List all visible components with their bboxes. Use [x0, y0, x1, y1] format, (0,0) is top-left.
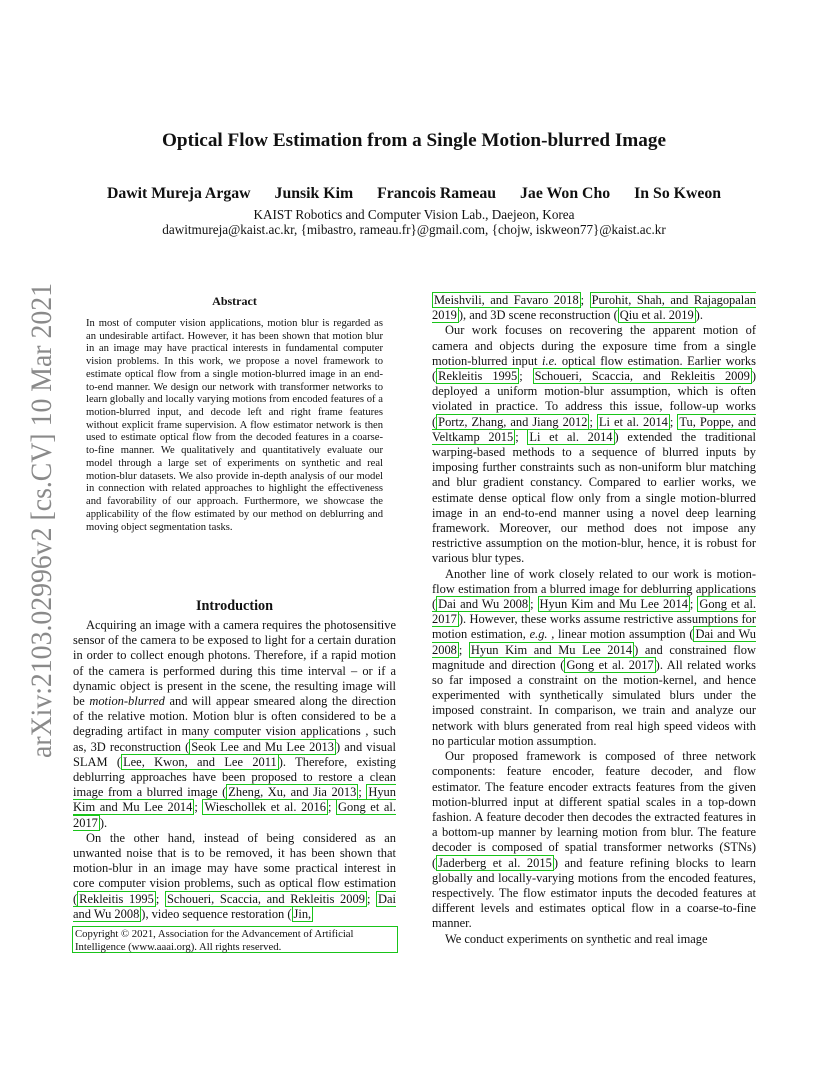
citation-link[interactable]: Li et al. 2014 [598, 414, 668, 429]
citation-link[interactable]: Qiu et al. 2019 [619, 308, 694, 323]
citation-link[interactable]: Rekleitis 1995 [438, 369, 518, 384]
citation-link[interactable]: Portz, Zhang, and Jiang 2012 [438, 414, 588, 429]
citation-link[interactable]: Gong et al. 2017 [73, 800, 396, 830]
author-name: Francois Rameau [377, 185, 497, 202]
paragraph: On the other hand, instead of being considered as an unwanted noise that is to be removed, it has been shown that motion-blur in an image may have some practical interest in core computer vision problems, such as optical flow estimation ( Rekleitis 1995 ; Schoueri, Scaccia, and Rekleitis 2009 ; Dai and Wu 2008 ), video sequence restoration ( Jin, [73, 830, 396, 921]
citation-link[interactable]: Schoueri, Scaccia, and Rekleitis 2009 [166, 891, 365, 906]
citation-link[interactable]: Li et al. 2014 [529, 429, 613, 444]
paragraph: Acquiring an image with a camera requires the photosensitive sensor of the camera to be exposed to light for a certain duration in order to collect enough photons. Therefore, if a rapid motion of the camera is performed during this time interval – or if a dynamic object is present in the scene, the resulting image will be motion-blurred and will appear smeared along the direction of the relative motion. Motion blur is often considered to be a degrading artifact in many computer vision applications , such as, 3D reconstruction ( Seok Lee and Mu Lee 2013 ) and visual SLAM ( Lee, Kwon, and Lee 2011 ). Therefore, existing deblurring approaches have been proposed to restore a clean image from a blurred image ( Zheng, Xu, and Jia 2013 ; Hyun Kim and Mu Lee 2014 ; Wieschollek et al. 2016 ; Gong et al. 2017 ). [73, 618, 396, 830]
citation-link[interactable]: Jin, [293, 906, 312, 921]
copyright-notice[interactable]: Copyright © 2021, Association for the Advancement of Artificial Intelligence (www.aaai.org). All rights reserved. [72, 926, 398, 953]
citation-link[interactable]: Hyun Kim and Mu Lee 2014 [73, 785, 396, 815]
author-name: Jae Won Cho [520, 185, 611, 202]
author-list [0, 185, 828, 203]
paragraph: Our proposed framework is composed of three network components: feature encoder, feature decoder, and flow estimator. The feature encoder extracts features from the given motion-blurred input at different spatial scales in a top-down fashion. A feature decoder then decodes the extracted features in a bottom-up manner by learning motion from blur. The feature decoder is composed of spatial transformer networks (STNs) ( Jaderberg et al. 2015 ) and feature refining blocks to learn globally and locally-varying motions from the encoded features, respectively. The flow estimator inputs the decoded features at different levels and estimates optical flow in a coarse-to-fine manner. [432, 749, 756, 931]
citation-link[interactable]: Purohit, Shah, and Rajagopalan 2019 [432, 293, 756, 323]
citation-link[interactable]: Zheng, Xu, and Jia 2013 [228, 785, 357, 800]
citation-link[interactable]: Hyun Kim and Mu Lee 2014 [539, 597, 688, 612]
citation-link[interactable]: Dai and Wu 2008 [432, 627, 757, 657]
citation-link[interactable]: Gong et al. 2017 [566, 657, 654, 672]
author-name: In So Kweon [634, 185, 722, 202]
left-column-body [73, 618, 396, 922]
citation-link[interactable]: Lee, Kwon, and Lee 2011 [123, 754, 277, 769]
citation-link[interactable]: Wieschollek et al. 2016 [204, 800, 326, 815]
citation-link[interactable]: Schoueri, Scaccia, and Rekleitis 2009 [534, 369, 750, 384]
citation-link[interactable]: Gong et al. 2017 [432, 597, 757, 627]
author-name: Junsik Kim [274, 185, 354, 202]
paper-title: Optical Flow Estimation from a Single Motion-blurred Image [161, 130, 666, 151]
citation-link[interactable]: Dai and Wu 2008 [438, 597, 529, 612]
arxiv-id: arXiv:2103.02996v2 [cs.CV] 10 Mar 2021 [25, 283, 58, 758]
right-column-body [432, 293, 756, 947]
citation-link[interactable]: Seok Lee and Mu Lee 2013 [191, 739, 334, 754]
citation-link[interactable]: Tu, Poppe, and Veltkamp 2015 [432, 414, 756, 444]
arxiv-stamp [18, 283, 58, 758]
abstract-heading: Abstract [212, 294, 257, 308]
citation-link[interactable]: Rekleitis 1995 [79, 891, 154, 906]
paragraph: Our work focuses on recovering the apparent motion of camera and objects during the exposure time from a single motion-blurred input i.e. optical flow estimation. Earlier works ( Rekleitis 1995 ; Schoueri, Scaccia, and Rekleitis 2009 ) deployed a uniform motion-blur assumption, which is often violated in practice. To address this issue, follow-up works ( Portz, Zhang, and Jiang 2012 ; Li et al. 2014 ; Tu, Poppe, and Veltkamp 2015 ; Li et al. 2014 ) extended the traditional warping-based methods to a sequence of blurred inputs by imposing further constraints such as non-uniform blur matching and blur gradient constancy. Compared to earlier works, we estimate dense optical flow only from a single motion-blurred image in an end-to-end manner using a novel deep learning framework. Moreover, our method does not impose any restrictive assumption on the motion-blur, hence, it is robust for various blur types. [432, 323, 756, 566]
citation-link[interactable]: Hyun Kim and Mu Lee 2014 [470, 642, 633, 657]
author-name: Dawit Mureja Argaw [106, 185, 251, 202]
citation-link[interactable]: Meishvili, and Favaro 2018 [434, 293, 579, 307]
author-emails: dawitmureja@kaist.ac.kr, {mibastro, rameau.fr}@gmail.com, {chojw, iskweon77}@kaist.ac.kr [162, 222, 666, 237]
paragraph: We conduct experiments on synthetic and real image [445, 931, 708, 946]
affiliation: KAIST Robotics and Computer Vision Lab., Daejeon, Korea [253, 207, 575, 222]
introduction-heading: Introduction [196, 598, 273, 614]
citation-link[interactable]: Dai and Wu 2008 [73, 891, 396, 921]
citation-link[interactable]: Jaderberg et al. 2015 [438, 855, 552, 870]
paragraph: Meishvili, and Favaro 2018 ; Purohit, Shah, and Rajagopalan 2019 ), and 3D scene reconstruction ( Qiu et al. 2019 ). [432, 293, 756, 323]
paragraph: Another line of work closely related to our work is motion-flow estimation from a blurred image for deblurring applications ( Dai and Wu 2008 ; Hyun Kim and Mu Lee 2014 ; Gong et al. 2017 ). However, these works assume restrictive assumptions for motion estimation, e.g. , linear motion assumption ( Dai and Wu 2008 ; Hyun Kim and Mu Lee 2014 ) and constrained flow magnitude and direction ( Gong et al. 2017 ). All related works so far imposed a constraint on the motion-kernel, and hence experimented with synthetically simulated blurs under the imposed constraint. In comparison, we train and analyze our network with blurs generated from real high speed videos with no particular motion assumption. [432, 566, 757, 748]
abstract-text: In most of computer vision applications, motion blur is regarded as an undesirable artifact. However, it has been shown that motion blur in an image may have practical interests in fundamental computer vision problems. In this work, we propose a novel framework to estimate optical flow from a single motion-blurred image in an end-to-end manner. We design our network with transformer networks to learn globally and locally varying motions from encoded features of a motion-blurred input, and decode left and right frame features without explicit frame supervision. A flow estimator network is then used to estimate optical flow from the decoded features in a coarse-to-fine manner. We qualitatively and quantitatively evaluate our model through a large set of experiments on synthetic and real motion-blur datasets. We also provide in-depth analysis of our model in connection with related approaches to highlight the effectiveness and favorability of our approach. Furthermore, we showcase the applicability of the flow estimated by our method on deblurring and moving object segmentation tasks. [86, 318, 383, 533]
